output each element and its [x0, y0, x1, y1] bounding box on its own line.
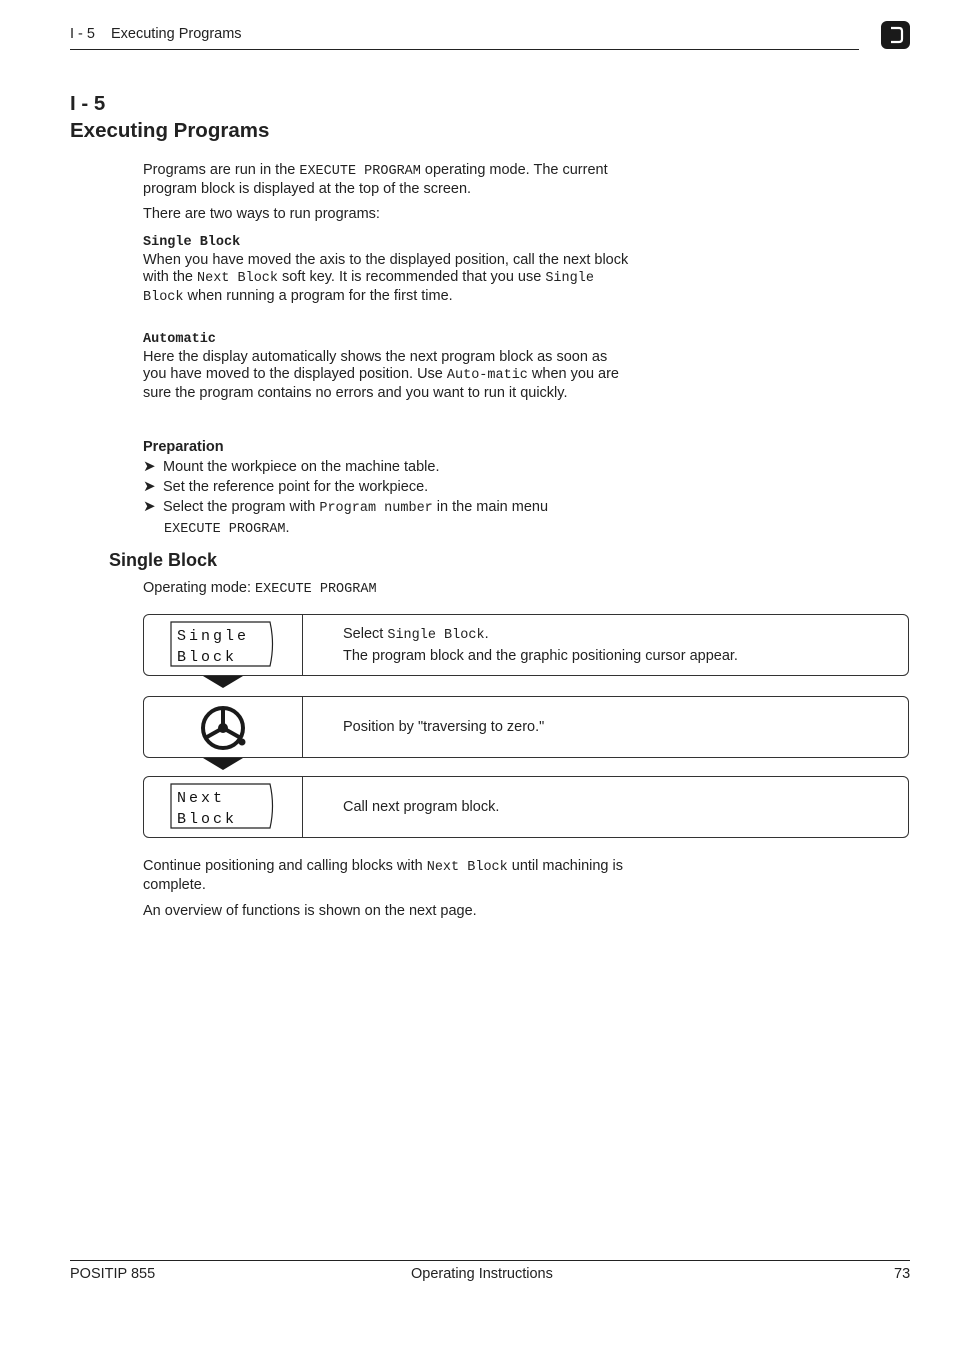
prep-step-2: Set the reference point for the workpiece. [163, 479, 429, 495]
overview-text: An overview of functions is shown on the next page. [143, 903, 477, 919]
next-block-softkey [170, 783, 274, 829]
prep-step-3-menu [143, 519, 633, 539]
intro-paragraph [143, 162, 633, 198]
preparation-section [143, 437, 633, 539]
softkey-label-line1: Next [177, 790, 226, 807]
step-1-key: Single Block [387, 628, 485, 643]
page-number: 73 [894, 1266, 911, 1282]
chapter-number: I - 5 [70, 92, 106, 115]
next-block-key: Next Block [197, 271, 279, 286]
intro-text-cont: operating mode. The current program block is displayed at the top of the screen. [143, 162, 608, 197]
handwheel-icon [199, 704, 247, 757]
prep-step-3-text-b: in the main menu [432, 499, 549, 515]
automatic-term: Automatic [143, 332, 216, 347]
program-number-key: Program number [319, 501, 433, 516]
closing-paragraph [143, 858, 633, 894]
running-header [70, 26, 242, 42]
softkey-label-line1: Single [177, 628, 250, 645]
footer-product: POSITIP 855 [70, 1266, 156, 1282]
header-rule [70, 49, 859, 50]
sb-text-a: When you have moved the axis to the displayed position, call the next block with the [143, 251, 629, 285]
chapter-title [70, 90, 269, 144]
step-1-text-b: . [484, 626, 489, 642]
flow-arrow-down-icon [203, 758, 243, 770]
automatic-definition [143, 331, 633, 402]
header-section-title: Executing Programs [110, 26, 242, 42]
step-3-text: Call next program block. [343, 799, 500, 815]
single-block-softkey [170, 621, 274, 667]
auto-text-b: when you are sure the program contains no errors and you want to run it quickly. [143, 366, 619, 401]
execute-program-menu: EXECUTE PROGRAM [164, 522, 286, 537]
softkey-label-line2: Block [177, 649, 238, 666]
step-box-position [143, 696, 909, 758]
preparation-heading: Preparation [143, 439, 224, 455]
step-box-next-block [143, 776, 909, 838]
sb-text-b: soft key. It is recommended that you use [278, 269, 546, 285]
chapter-tab-icon [881, 21, 910, 49]
step-1-text-a: Select [343, 626, 388, 642]
list-item [143, 497, 633, 519]
intro-text: Programs are run in the [143, 162, 300, 178]
closing-text-b: until machining is complete. [143, 858, 623, 893]
auto-text-a: Here the display automatically shows the next program block as soon as you have moved to the displayed position. Use [143, 348, 608, 382]
single-block-heading: Single Block [109, 550, 218, 570]
operating-mode-line [143, 580, 377, 597]
op-mode-value: EXECUTE PROGRAM [255, 582, 377, 597]
next-block-key: Next Block [426, 860, 508, 875]
ways-text: There are two ways to run programs: [143, 206, 380, 222]
step-2-text: Position by "traversing to zero." [343, 719, 545, 735]
step-divider [302, 697, 303, 757]
sb-text-c: when running a program for the first time. [183, 287, 453, 304]
overview-paragraph [143, 903, 633, 921]
single-block-term: Single Block [143, 235, 241, 250]
prep-step-3-end: . [285, 520, 290, 536]
chapter-heading: Executing Programs [70, 119, 270, 142]
list-item [143, 457, 633, 477]
prep-step-3-text: Select the program with [163, 499, 320, 515]
step-divider [302, 777, 303, 837]
header-section-number: I - 5 [70, 26, 95, 42]
step-1-text-line2: The program block and the graphic positioning cursor appear. [343, 648, 738, 664]
arrow-bullet-icon: ➤ [143, 498, 156, 515]
op-mode-label: Operating mode: [143, 580, 256, 596]
step-1-text [343, 624, 738, 666]
footer-doc-title: Operating Instructions [411, 1266, 553, 1282]
flow-arrow-down-icon [203, 676, 243, 688]
step-divider [302, 615, 303, 675]
automatic-key: Auto-matic [446, 368, 528, 383]
prep-step-3 [163, 497, 633, 519]
ways-paragraph [143, 206, 633, 224]
single-block-definition [143, 234, 633, 306]
single-block-key: Single Block [143, 271, 594, 305]
closing-text-a: Continue positioning and calling blocks with [143, 858, 427, 874]
prep-step-1: Mount the workpiece on the machine table. [163, 459, 440, 475]
footer-rule [70, 1260, 910, 1261]
arrow-bullet-icon: ➤ [143, 458, 156, 475]
step-box-select-single-block [143, 614, 909, 676]
arrow-bullet-icon: ➤ [143, 478, 156, 495]
softkey-label-line2: Block [177, 811, 238, 828]
list-item [143, 477, 633, 497]
mode-name: EXECUTE PROGRAM [299, 164, 421, 179]
